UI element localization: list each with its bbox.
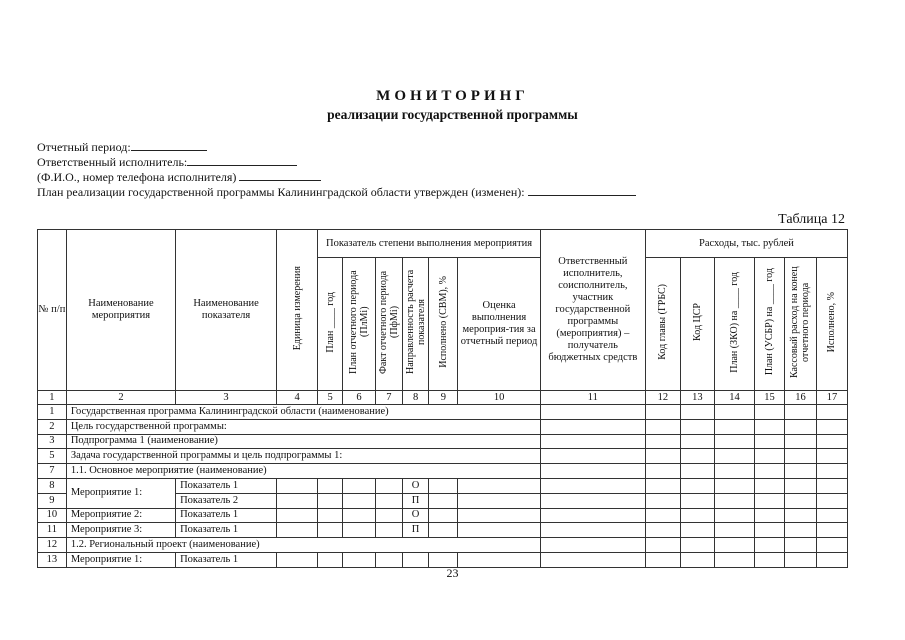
table-cell [680, 478, 714, 493]
table-cell [784, 523, 816, 538]
table-row [38, 508, 848, 523]
column-number: 12 [645, 391, 680, 405]
header-plan-period-cell [342, 258, 375, 391]
header-code-grbs-cell [645, 258, 680, 391]
table-cell [816, 449, 847, 464]
table-row [38, 464, 848, 479]
table-cell [429, 523, 458, 538]
header-code-grbs: Код главы (ГРБС) [657, 284, 669, 360]
header-plan-zko-cell [714, 258, 754, 391]
event-name: Мероприятие 1: [66, 478, 175, 508]
table-cell [645, 493, 680, 508]
table-row [38, 419, 848, 434]
row-title: Цель государственной программы: [66, 419, 540, 434]
header-cash-expense: Кассовый расход на конец отчетного периода [789, 266, 812, 378]
table-cell [816, 478, 847, 493]
header-plan-usbr: План (УСБР) на ____ год [764, 268, 776, 376]
event-name: Мероприятие 1: [66, 552, 175, 567]
header-code-csr: Код ЦСР [691, 303, 703, 341]
header-num: № п/п [38, 230, 67, 391]
table-cell [277, 493, 318, 508]
reporting-period-blank [131, 139, 207, 151]
table-cell [784, 538, 816, 553]
table-cell [784, 493, 816, 508]
table-cell [645, 523, 680, 538]
indicator-name: Показатель 1 [176, 478, 277, 493]
table-cell [540, 464, 645, 479]
table-row [38, 449, 848, 464]
column-number: 7 [375, 391, 402, 405]
row-number: 11 [38, 523, 67, 538]
row-number: 3 [38, 434, 67, 449]
table-cell [714, 493, 754, 508]
table-row [38, 523, 848, 538]
table-cell [816, 419, 847, 434]
table-cell [714, 405, 754, 420]
column-number: 2 [66, 391, 175, 405]
header-plan-usbr-cell [755, 258, 785, 391]
row-title: Подпрограмма 1 (наименование) [66, 434, 540, 449]
direction-value: П [402, 493, 429, 508]
table-cell [755, 449, 785, 464]
table-cell [714, 523, 754, 538]
table-cell [342, 478, 375, 493]
direction-value: О [402, 478, 429, 493]
table-cell [755, 493, 785, 508]
direction-value: О [402, 508, 429, 523]
page-number: 23 [446, 566, 459, 580]
row-number: 12 [38, 538, 67, 553]
table-cell [680, 449, 714, 464]
table-cell [714, 478, 754, 493]
table-cell [540, 538, 645, 553]
table-cell [714, 434, 754, 449]
table-cell [714, 508, 754, 523]
responsible-blank [187, 154, 297, 166]
table-cell [645, 419, 680, 434]
column-number: 9 [429, 391, 458, 405]
event-name: Мероприятие 3: [66, 523, 175, 538]
table-cell [375, 523, 402, 538]
table-cell [277, 523, 318, 538]
table-cell [680, 493, 714, 508]
table-row [38, 538, 848, 553]
header-unit: Единица измерения [291, 265, 303, 351]
table-cell [784, 419, 816, 434]
column-number: 11 [540, 391, 645, 405]
column-number: 13 [680, 391, 714, 405]
header-cash-expense-cell [784, 258, 816, 391]
table-cell [645, 405, 680, 420]
table-cell [755, 419, 785, 434]
table-label: Таблица 12 [778, 212, 845, 227]
responsible-label: Ответственный исполнитель: [37, 155, 188, 169]
indicator-name: Показатель 1 [176, 523, 277, 538]
table-row [38, 405, 848, 420]
column-number: 4 [277, 391, 318, 405]
header-event-name: Наименование мероприятия [66, 230, 175, 391]
table-cell [714, 538, 754, 553]
row-number: 5 [38, 449, 67, 464]
table-cell [540, 508, 645, 523]
table-cell [680, 405, 714, 420]
header-plan-year-cell [318, 258, 343, 391]
table-cell [277, 478, 318, 493]
plan-blank [528, 184, 636, 196]
indicator-name: Показатель 1 [176, 552, 277, 567]
table-cell [755, 538, 785, 553]
table-cell [680, 464, 714, 479]
table-cell [342, 508, 375, 523]
table-cell [816, 538, 847, 553]
table-cell [714, 419, 754, 434]
header-direction: Направленность расчета показателя [404, 269, 427, 375]
plan-line [37, 184, 636, 200]
table-cell [375, 478, 402, 493]
header-plan-zko: План (ЗКО) на ____ год [729, 271, 740, 373]
header-fact-period: Факт отчетного периода (ПфМi) [377, 270, 400, 374]
table-cell [429, 493, 458, 508]
table-cell [342, 493, 375, 508]
table-cell [458, 493, 540, 508]
column-numbers-row [38, 391, 848, 405]
table-row [38, 434, 848, 449]
direction-value: П [402, 523, 429, 538]
row-number: 2 [38, 419, 67, 434]
table-cell [816, 493, 847, 508]
table-cell [784, 508, 816, 523]
table-cell [429, 478, 458, 493]
header-assessment: Оценка выполнения мероприя-тия за отчетный период [458, 258, 540, 391]
column-number: 5 [318, 391, 343, 405]
table-cell [540, 478, 645, 493]
header-executed-pct: Исполнено, % [826, 291, 838, 353]
table-cell [755, 464, 785, 479]
column-number: 10 [458, 391, 540, 405]
table-cell [645, 538, 680, 553]
header-plan-year: План ____ год [324, 291, 336, 353]
header-indicator-name: Наименование показателя [176, 230, 277, 391]
table-cell [755, 405, 785, 420]
column-number: 3 [176, 391, 277, 405]
header-executed-svm: Исполнено (СВМ), % [437, 276, 449, 368]
indicator-name: Показатель 2 [176, 493, 277, 508]
column-number: 17 [816, 391, 847, 405]
table-cell [680, 508, 714, 523]
column-number: 6 [342, 391, 375, 405]
table-cell [680, 434, 714, 449]
column-number: 15 [755, 391, 785, 405]
column-number: 8 [402, 391, 429, 405]
table-cell [375, 508, 402, 523]
table-cell [755, 508, 785, 523]
table-cell [784, 449, 816, 464]
header-degree-group: Показатель степени выполнения мероприятия [318, 230, 541, 258]
reporting-period-label: Отчетный период: [37, 140, 131, 154]
table-cell [318, 508, 343, 523]
table-cell [816, 405, 847, 420]
table-cell [784, 405, 816, 420]
table-cell [755, 434, 785, 449]
contact-label: (Ф.И.О., номер телефона исполнителя) [37, 170, 237, 184]
header-responsible: Ответственный исполнитель, соисполнитель, участник государственной программы (мероприятия) – получатель бюджетных средств [540, 230, 645, 391]
table-cell [318, 523, 343, 538]
header-fact-period-cell [375, 258, 402, 391]
table-cell [458, 523, 540, 538]
table-cell [540, 434, 645, 449]
table-cell [645, 508, 680, 523]
table-cell [645, 478, 680, 493]
table-cell [458, 508, 540, 523]
table-cell [680, 538, 714, 553]
indicator-name: Показатель 1 [176, 508, 277, 523]
table-cell [784, 464, 816, 479]
header-direction-cell [402, 258, 429, 391]
row-number: 8 [38, 478, 67, 493]
contact-line [37, 169, 321, 185]
row-number: 9 [38, 493, 67, 508]
table-cell [714, 464, 754, 479]
table-cell [540, 405, 645, 420]
table-cell [816, 464, 847, 479]
column-number: 16 [784, 391, 816, 405]
header-unit-cell [277, 230, 318, 391]
row-number: 10 [38, 508, 67, 523]
table-cell [816, 434, 847, 449]
row-title: 1.2. Региональный проект (наименование) [66, 538, 540, 553]
monitoring-table [37, 229, 848, 568]
column-number: 14 [714, 391, 754, 405]
row-title: 1.1. Основное мероприятие (наименование) [66, 464, 540, 479]
table-cell [429, 508, 458, 523]
row-number: 13 [38, 552, 67, 567]
contact-blank [239, 169, 321, 181]
table-cell [458, 478, 540, 493]
table-cell [680, 419, 714, 434]
table-cell [784, 478, 816, 493]
table-cell [755, 478, 785, 493]
responsible-line [37, 154, 297, 170]
header-expenses-group: Расходы, тыс. рублей [645, 230, 847, 258]
header-executed-svm-cell [429, 258, 458, 391]
table-cell [755, 523, 785, 538]
table-cell [645, 464, 680, 479]
header-code-csr-cell [680, 258, 714, 391]
row-title: Задача государственной программы и цель подпрограммы 1: [66, 449, 540, 464]
table-cell [540, 523, 645, 538]
table-cell [784, 434, 816, 449]
row-number: 7 [38, 464, 67, 479]
table-cell [680, 523, 714, 538]
table-cell [540, 419, 645, 434]
header-executed-pct-cell [816, 258, 847, 391]
table-cell [816, 508, 847, 523]
column-number: 1 [38, 391, 67, 405]
reporting-period-line [37, 139, 207, 155]
document-subtitle: реализации государственной программы [327, 107, 578, 122]
header-plan-period: План отчетного периода (ПлМi) [347, 270, 370, 374]
table-cell [540, 449, 645, 464]
table-cell [645, 434, 680, 449]
table-cell [714, 449, 754, 464]
table-cell [318, 478, 343, 493]
table-cell [645, 449, 680, 464]
document-title: МОНИТОРИНГ [376, 88, 529, 104]
row-number: 1 [38, 405, 67, 420]
table-row [38, 478, 848, 493]
plan-label: План реализации государственной программы Калининградской области утвержден (изменен): [37, 185, 525, 199]
table-cell [318, 493, 343, 508]
table-cell [816, 523, 847, 538]
table-cell [277, 508, 318, 523]
table-cell [342, 523, 375, 538]
table-cell [540, 493, 645, 508]
event-name: Мероприятие 2: [66, 508, 175, 523]
table-cell [375, 493, 402, 508]
row-title: Государственная программа Калининградской области (наименование) [66, 405, 540, 420]
